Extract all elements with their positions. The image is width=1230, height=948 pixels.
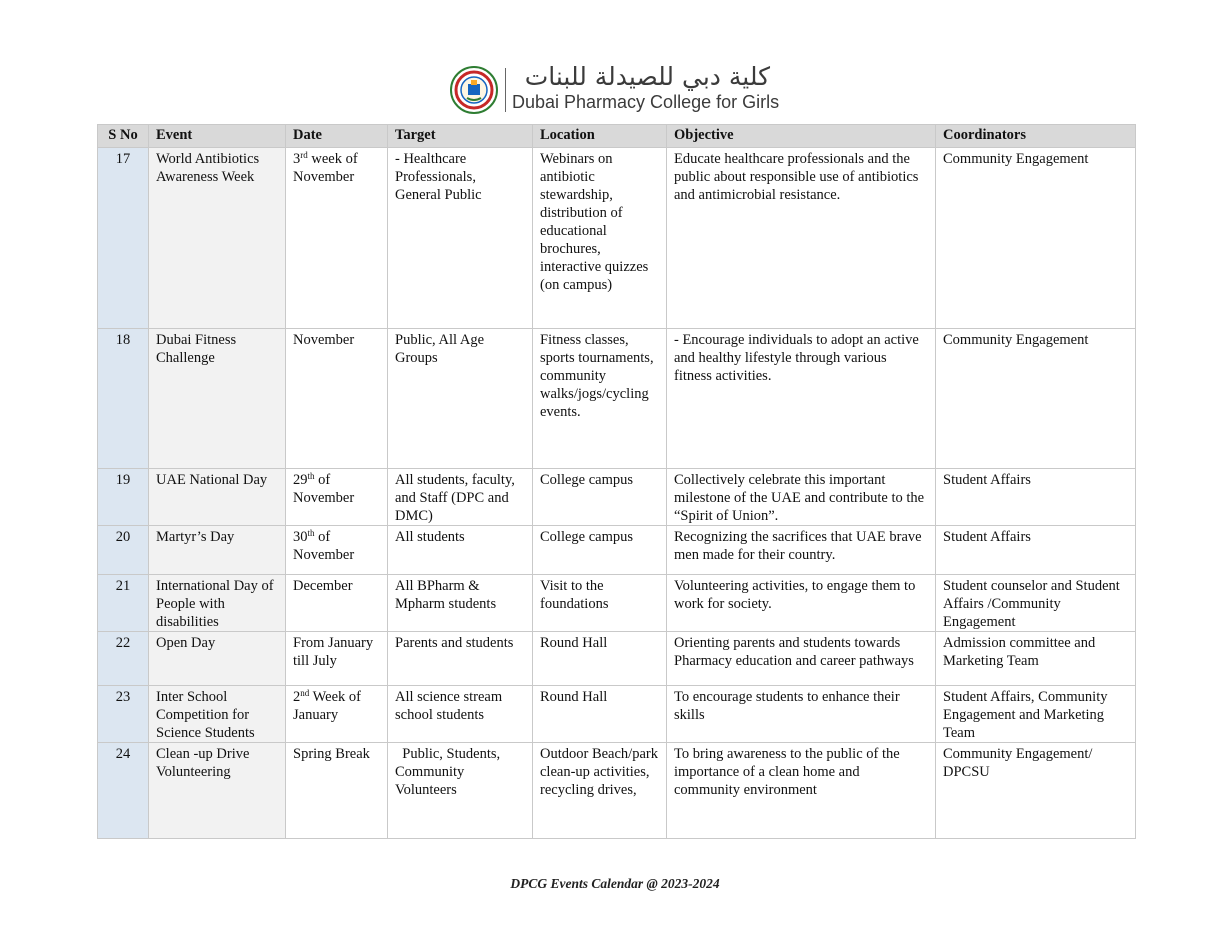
- row-date: November: [286, 329, 388, 469]
- row-sno: 19: [98, 469, 149, 526]
- college-logo: [450, 64, 780, 116]
- row-coordinators: Student Affairs, Community Engagement and Marketing Team: [936, 686, 1136, 743]
- column-header-coordinators: Coordinators: [936, 125, 1136, 148]
- row-event: Clean -up Drive Volunteering: [149, 743, 286, 839]
- row-coordinators: Admission committee and Marketing Team: [936, 632, 1136, 686]
- row-coordinators: Student Affairs: [936, 526, 1136, 575]
- row-date: 29th of November: [286, 469, 388, 526]
- row-event: UAE National Day: [149, 469, 286, 526]
- column-header-sno: S No: [98, 125, 149, 148]
- row-objective: Volunteering activities, to engage them to work for society.: [667, 575, 936, 632]
- row-event: Inter School Competition for Science Students: [149, 686, 286, 743]
- row-event: Open Day: [149, 632, 286, 686]
- logo-arabic-name: كلية دبي للصيدلة للبنات: [524, 62, 770, 91]
- column-header-target: Target: [388, 125, 533, 148]
- row-objective: Orienting parents and students towards Pharmacy education and career pathways: [667, 632, 936, 686]
- row-coordinators: Student Affairs: [936, 469, 1136, 526]
- table-row: [98, 469, 1136, 526]
- row-target: All students, faculty, and Staff (DPC and DMC): [388, 469, 533, 526]
- row-objective: - Encourage individuals to adopt an active and healthy lifestyle through various fitness activities.: [667, 329, 936, 469]
- row-sno: 17: [98, 148, 149, 329]
- row-coordinators: Community Engagement/ DPCSU: [936, 743, 1136, 839]
- row-coordinators: Community Engagement: [936, 329, 1136, 469]
- row-date: From January till July: [286, 632, 388, 686]
- row-location: Round Hall: [533, 686, 667, 743]
- college-emblem-icon: [450, 66, 498, 114]
- row-target: All BPharm & Mpharm students: [388, 575, 533, 632]
- row-event: Martyr’s Day: [149, 526, 286, 575]
- row-objective: Recognizing the sacrifices that UAE brave men made for their country.: [667, 526, 936, 575]
- row-objective: Educate healthcare professionals and the public about responsible use of antibiotics and antimicrobial resistance.: [667, 148, 936, 329]
- row-date: 2nd Week of January: [286, 686, 388, 743]
- row-target: All science stream school students: [388, 686, 533, 743]
- row-event: International Day of People with disabilities: [149, 575, 286, 632]
- table-row: [98, 148, 1136, 329]
- table-row: [98, 329, 1136, 469]
- row-event: World Antibiotics Awareness Week: [149, 148, 286, 329]
- row-event: Dubai Fitness Challenge: [149, 329, 286, 469]
- row-location: Webinars on antibiotic stewardship, distribution of educational brochures, interactive quizzes (on campus): [533, 148, 667, 329]
- row-target: Public, Students, Community Volunteers: [388, 743, 533, 839]
- row-location: Outdoor Beach/park clean-up activities, recycling drives,: [533, 743, 667, 839]
- table-row: [98, 686, 1136, 743]
- row-location: College campus: [533, 526, 667, 575]
- row-coordinators: Community Engagement: [936, 148, 1136, 329]
- page-footer: DPCG Events Calendar @ 2023-2024: [510, 876, 720, 891]
- column-header-objective: Objective: [667, 125, 936, 148]
- table-row: [98, 526, 1136, 575]
- row-target: All students: [388, 526, 533, 575]
- row-coordinators: Student counselor and Student Affairs /Community Engagement: [936, 575, 1136, 632]
- row-date: 3rd week of November: [286, 148, 388, 329]
- row-date: Spring Break: [286, 743, 388, 839]
- table-row: [98, 743, 1136, 839]
- row-location: Visit to the foundations: [533, 575, 667, 632]
- row-sno: 21: [98, 575, 149, 632]
- column-header-date: Date: [286, 125, 388, 148]
- column-header-location: Location: [533, 125, 667, 148]
- row-location: Fitness classes, sports tournaments, community walks/jogs/cycling events.: [533, 329, 667, 469]
- row-sno: 24: [98, 743, 149, 839]
- row-sno: 23: [98, 686, 149, 743]
- row-objective: To encourage students to enhance their skills: [667, 686, 936, 743]
- column-header-event: Event: [149, 125, 286, 148]
- logo-english-name: Dubai Pharmacy College for Girls: [512, 92, 780, 112]
- table-row: [98, 632, 1136, 686]
- row-target: Public, All Age Groups: [388, 329, 533, 469]
- row-objective: Collectively celebrate this important milestone of the UAE and contribute to the “Spirit of Union”.: [667, 469, 936, 526]
- row-objective: To bring awareness to the public of the importance of a clean home and community environment: [667, 743, 936, 839]
- row-target: - Healthcare Professionals, General Public: [388, 148, 533, 329]
- table-header-row: [98, 125, 1136, 148]
- row-date: 30th of November: [286, 526, 388, 575]
- row-date: December: [286, 575, 388, 632]
- row-target: Parents and students: [388, 632, 533, 686]
- table-row: [98, 575, 1136, 632]
- row-sno: 22: [98, 632, 149, 686]
- row-sno: 18: [98, 329, 149, 469]
- row-location: Round Hall: [533, 632, 667, 686]
- events-table: [97, 124, 1136, 839]
- row-sno: 20: [98, 526, 149, 575]
- logo-divider: [505, 68, 506, 112]
- row-location: College campus: [533, 469, 667, 526]
